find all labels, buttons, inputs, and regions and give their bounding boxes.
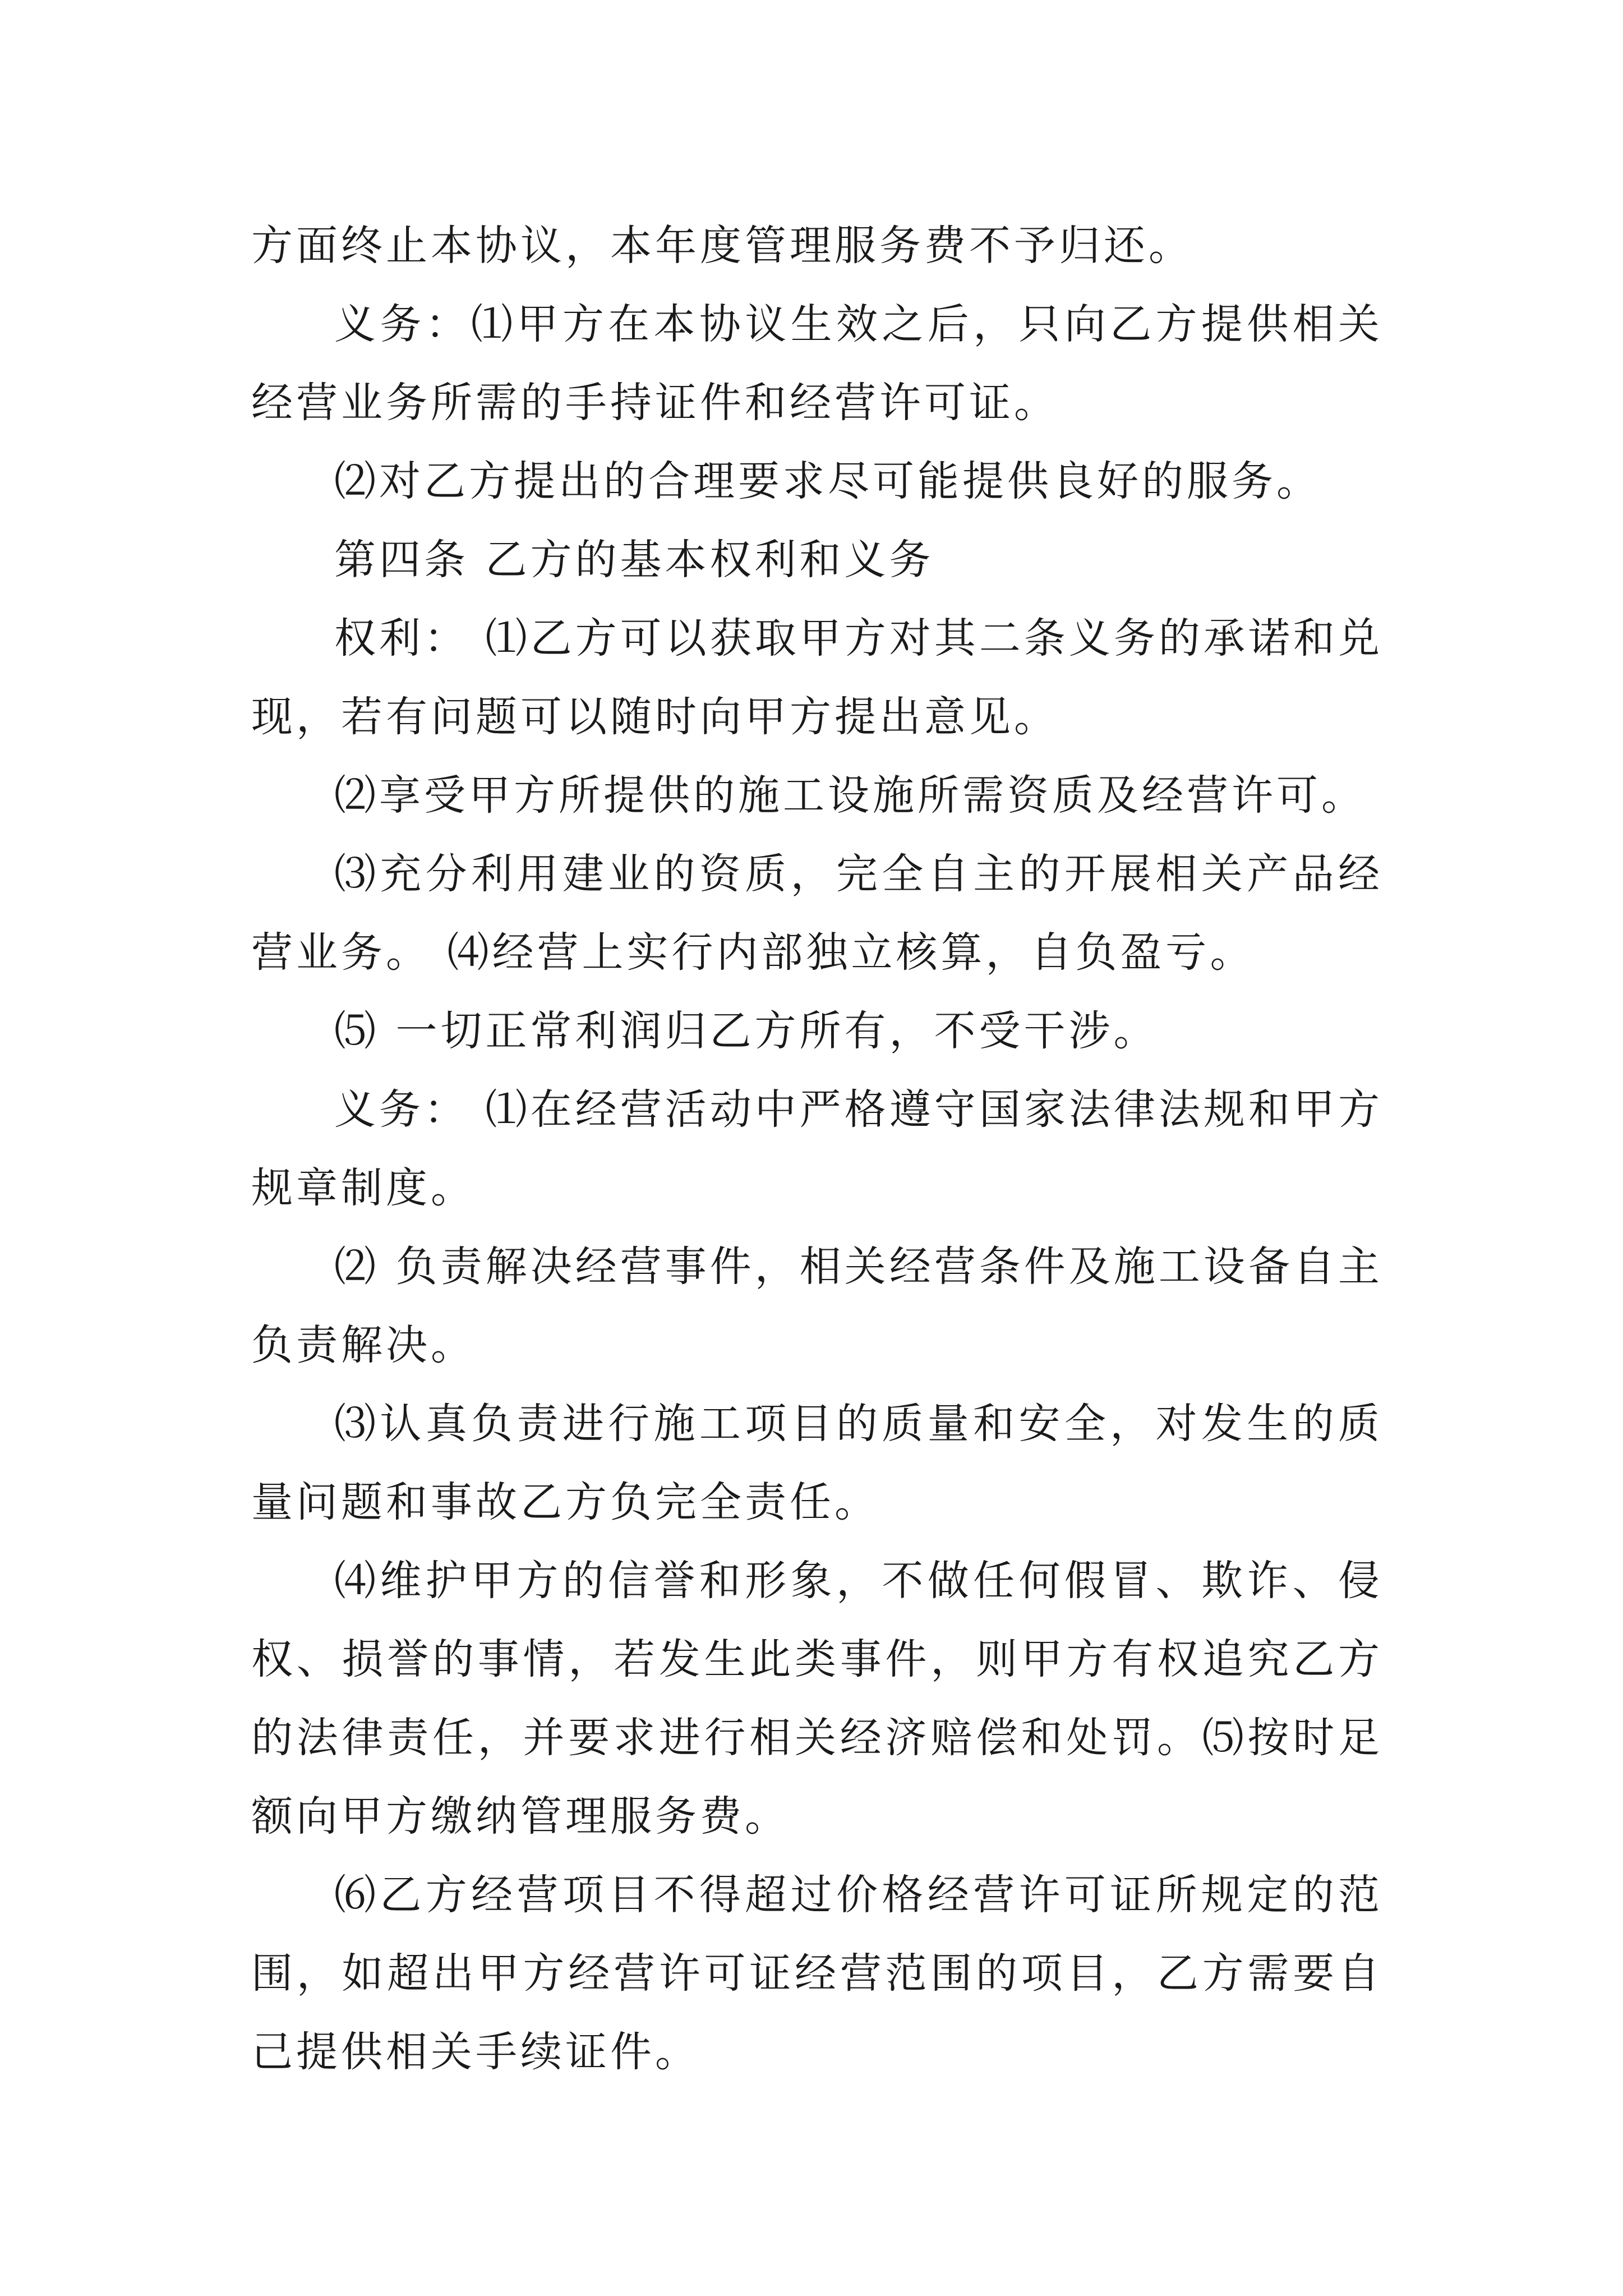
paragraph-1: 方面终止本协议，本年度管理服务费不予归还。: [251, 222, 1193, 270]
paragraph-3: ⑵对乙方提出的合理要求尽可能提供良好的服务。: [334, 457, 1321, 505]
paragraph-12: ⑷维护甲方的信誉和形象，不做任何假冒、欺诈、侵权、损誉的事情，若发生此类事件，则甲方有权追究乙方的法律责任，并要求进行相关经济赔偿和处罚。⑸按时足额向甲方缴纳管理服务费。: [251, 1557, 1383, 1841]
paragraph-6: ⑵享受甲方所提供的施工设施所需资质及经营许可。: [334, 771, 1366, 820]
paragraph-11: ⑶认真负责进行施工项目的质量和安全，对发生的质量问题和事故乙方负完全责任。: [251, 1400, 1383, 1526]
paragraph-9: 义务： ⑴在经营活动中严格遵守国家法律法规和甲方规章制度。: [251, 1085, 1383, 1212]
section-heading-article-4: 第四条 乙方的基本权利和义务: [334, 536, 934, 584]
paragraph-10: ⑵ 负责解决经营事件，相关经营条件及施工设备自主负责解决。: [251, 1243, 1383, 1369]
paragraph-13: ⑹乙方经营项目不得超过价格经营许可证所规定的范围，如超出甲方经营许可证经营范围的项目，乙方需要自己提供相关手续证件。: [251, 1871, 1383, 2076]
paragraph-7: ⑶充分利用建业的资质，完全自主的开展相关产品经营业务。 ⑷经营上实行内部独立核算，自负盈亏。: [251, 850, 1383, 977]
document-body: [251, 206, 1383, 2091]
paragraph-5: 权利： ⑴乙方可以获取甲方对其二条义务的承诺和兑现，若有问题可以随时向甲方提出意见。: [251, 614, 1383, 741]
paragraph-2: 义务：⑴甲方在本协议生效之后，只向乙方提供相关经营业务所需的手持证件和经营许可证。: [251, 300, 1383, 427]
paragraph-8: ⑸ 一切正常利润归乙方所有，不受干涉。: [334, 1007, 1159, 1055]
